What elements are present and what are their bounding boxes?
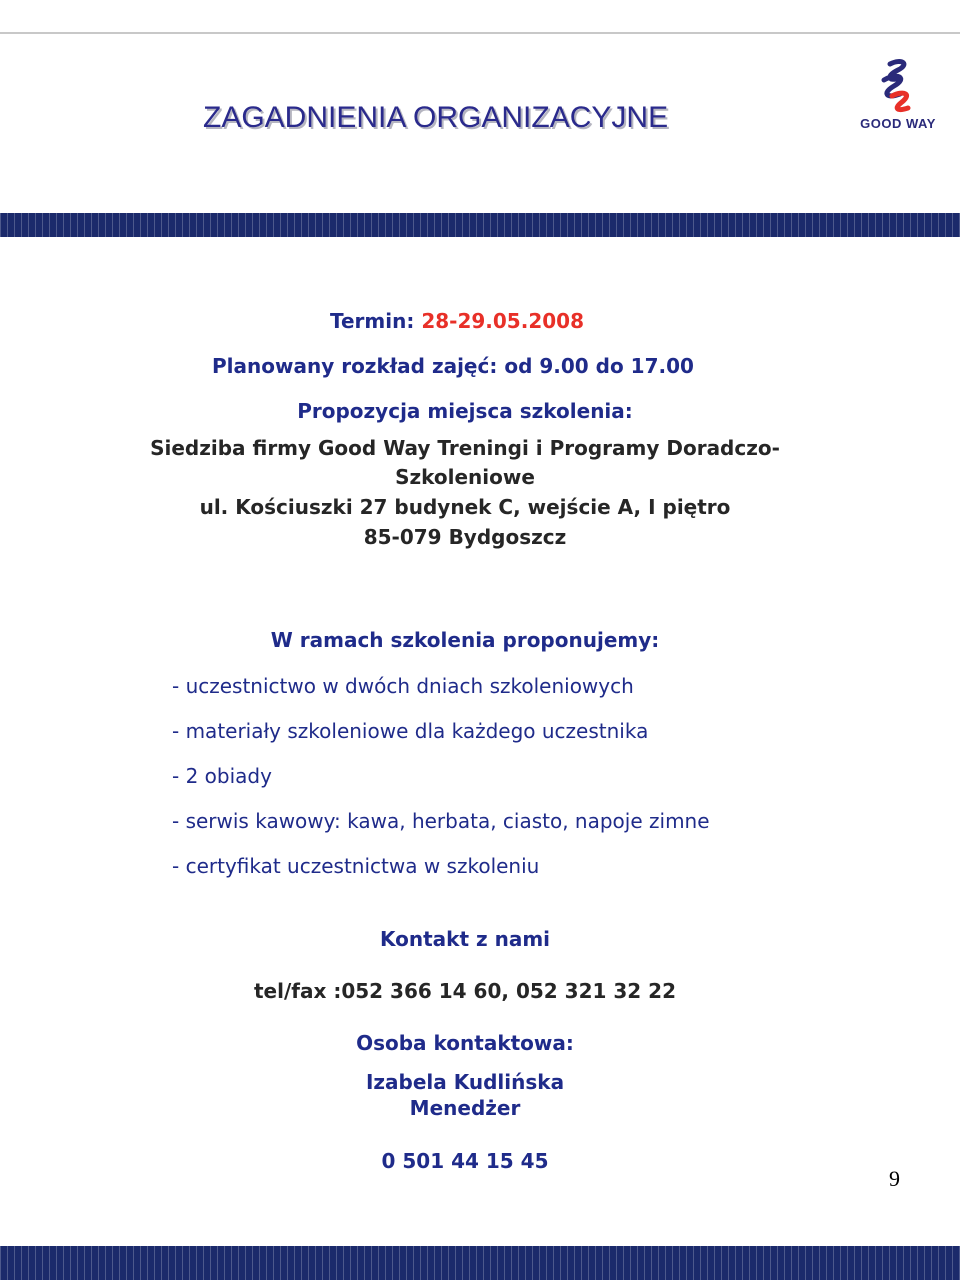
good-way-swirl-icon: [858, 58, 938, 114]
offer-heading: W ramach szkolenia proponujemy:: [270, 628, 660, 652]
offer-item: - serwis kawowy: kawa, herbata, ciasto, napoje zimne: [172, 809, 710, 833]
offer-item: - certyfikat uczestnictwa w szkoleniu: [172, 854, 540, 878]
termin-value: 28-29.05.2008: [421, 309, 584, 333]
termin-line: [330, 309, 584, 333]
bottom-decorative-band: [0, 1246, 960, 1280]
logo-text: GOOD WAY: [860, 116, 936, 131]
plan-line: [212, 354, 694, 378]
offer-item: - materiały szkoleniowe dla każdego uczestnika: [172, 719, 649, 743]
contact-person-role: Menedżer: [409, 1096, 521, 1120]
location-heading: Propozycja miejsca szkolenia:: [297, 399, 633, 423]
contact-mobile: 0 501 44 15 45: [381, 1149, 549, 1173]
page-number: 9: [889, 1166, 900, 1191]
top-frame-line: [0, 32, 960, 34]
contact-person-heading: Osoba kontaktowa:: [356, 1031, 574, 1055]
offer-item: - uczestnictwo w dwóch dniach szkoleniowych: [172, 674, 634, 698]
contact-person-name: Izabela Kudlińska: [365, 1070, 565, 1094]
location-line-4: 85-079 Bydgoszcz: [363, 525, 567, 549]
good-way-logo: [858, 58, 938, 132]
location-line-1: Siedziba firmy Good Way Treningi i Programy Doradczo-: [150, 436, 780, 460]
plan-label: Planowany rozkład zajęć:: [212, 354, 498, 378]
plan-value: od 9.00 do 17.00: [504, 354, 694, 378]
page-title: ZAGADNIENIA ORGANIZACYJNE: [203, 101, 669, 134]
termin-label: Termin:: [330, 309, 415, 333]
location-line-3: ul. Kościuszki 27 budynek C, wejście A, I piętro: [199, 495, 731, 519]
contact-phone: tel/fax :052 366 14 60, 052 321 32 22: [253, 979, 676, 1003]
contact-heading: Kontakt z nami: [379, 927, 551, 951]
location-line-2: Szkoleniowe: [395, 465, 535, 489]
offer-item: - 2 obiady: [172, 764, 272, 788]
top-decorative-band: [0, 213, 960, 237]
